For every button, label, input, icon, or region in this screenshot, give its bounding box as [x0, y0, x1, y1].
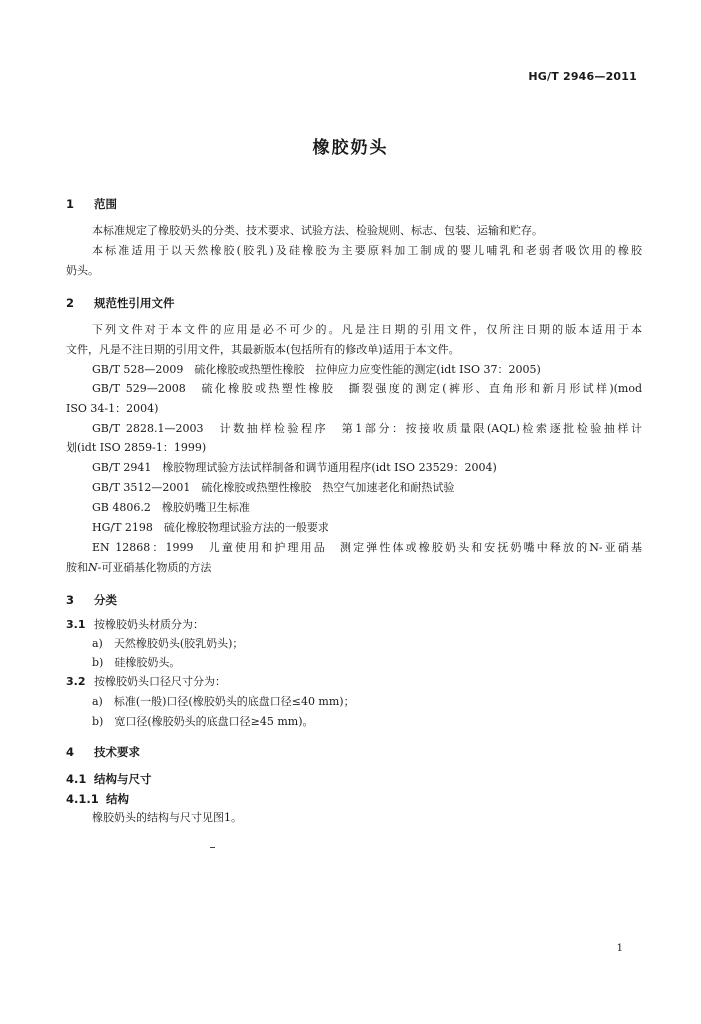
- paragraph: 橡胶奶头的结构与尺寸见图1。: [92, 811, 242, 824]
- clause-4-1-1: [66, 791, 129, 807]
- reference-item: ISO 34-1：2004): [66, 402, 159, 415]
- paragraph: 本标准规定了橡胶奶头的分类、技术要求、试验方法、检验规则、标志、包装、运输和贮存。: [92, 224, 543, 237]
- section-title: 技术要求: [94, 745, 140, 759]
- clause-number: 4.1.1: [66, 792, 99, 806]
- reference-item: [66, 561, 211, 575]
- section-3-heading: [66, 592, 117, 608]
- clause-3-1: [66, 618, 204, 632]
- reference-item: HG/T 2198 硫化橡胶物理试验方法的一般要求: [92, 521, 329, 534]
- section-number: 3: [66, 593, 75, 607]
- document-title: 橡胶奶头: [312, 138, 389, 158]
- section-number: 4: [66, 745, 75, 759]
- section-number: 1: [66, 197, 75, 211]
- reference-text: N: [88, 561, 98, 574]
- section-2-heading: [66, 295, 175, 311]
- clause-3-2: [66, 675, 226, 689]
- reference-item: EN 12868：1999 儿童使用和护理用品 测定弹性体或橡胶奶头和安抚奶嘴中释放的N-亚硝基: [92, 541, 642, 554]
- reference-item: GB 4806.2 橡胶奶嘴卫生标准: [92, 501, 250, 514]
- list-item: a) 标准(一般)口径(橡胶奶头的底盘口径≤40 mm)；: [92, 695, 355, 708]
- section-number: 2: [66, 296, 75, 310]
- clause-text: 按橡胶奶头材质分为：: [94, 618, 204, 631]
- reference-item: GB/T 529—2008 硫化橡胶或热塑性橡胶 撕裂强度的测定(裤形、直角形和新月形试样)(mod: [92, 382, 642, 395]
- reference-item: GB/T 2828.1—2003 计数抽样检验程序 第1部分：按接收质量限(AQL)检索逐批检验抽样计: [92, 422, 642, 435]
- reference-item: GB/T 2941 橡胶物理试验方法试样制备和调节通用程序(idt ISO 23529：2004): [92, 461, 497, 474]
- clause-title: 结构与尺寸: [94, 772, 152, 786]
- section-title: 分类: [94, 593, 117, 607]
- reference-item: GB/T 3512—2001 硫化橡胶或热塑性橡胶 热空气加速老化和耐热试验: [92, 481, 455, 494]
- paragraph: 文件，凡是不注日期的引用文件，其最新版本(包括所有的修改单)适用于本文件。: [66, 343, 460, 356]
- paragraph: 下列文件对于本文件的应用是必不可少的。凡是注日期的引用文件，仅所注日期的版本适用于本: [92, 323, 642, 336]
- list-item: b) 硅橡胶奶头。: [92, 656, 181, 669]
- clause-number: 3.2: [66, 675, 86, 688]
- clause-number: 3.1: [66, 618, 86, 631]
- section-title: 规范性引用文件: [94, 296, 175, 310]
- reference-text: -可亚硝基化物质的方法: [97, 561, 212, 574]
- section-title: 范围: [94, 197, 117, 211]
- clause-text: 按橡胶奶头口径尺寸分为：: [94, 675, 226, 688]
- list-item: b) 宽口径(橡胶奶头的底盘口径≥45 mm)。: [92, 715, 314, 728]
- standard-code: HG/T 2946—2011: [528, 70, 637, 83]
- section-1-heading: [66, 196, 117, 212]
- scan-mark: [210, 847, 215, 848]
- page-number: 1: [616, 943, 623, 954]
- list-item: a) 天然橡胶奶头(胶乳奶头)；: [92, 637, 244, 650]
- reference-item: 划(idt ISO 2859-1：1999): [66, 441, 207, 454]
- paragraph: 奶头。: [66, 264, 99, 277]
- paragraph: 本标准适用于以天然橡胶(胶乳)及硅橡胶为主要原料加工制成的婴儿哺乳和老弱者吸饮用的橡胶: [92, 244, 642, 257]
- clause-4-1: [66, 771, 152, 787]
- clause-number: 4.1: [66, 772, 87, 786]
- reference-text: 胺和: [66, 561, 88, 574]
- section-4-heading: [66, 744, 140, 760]
- clause-title: 结构: [106, 792, 129, 806]
- reference-item: GB/T 528—2009 硫化橡胶或热塑性橡胶 拉伸应力应变性能的测定(idt ISO 37：2005): [92, 363, 541, 376]
